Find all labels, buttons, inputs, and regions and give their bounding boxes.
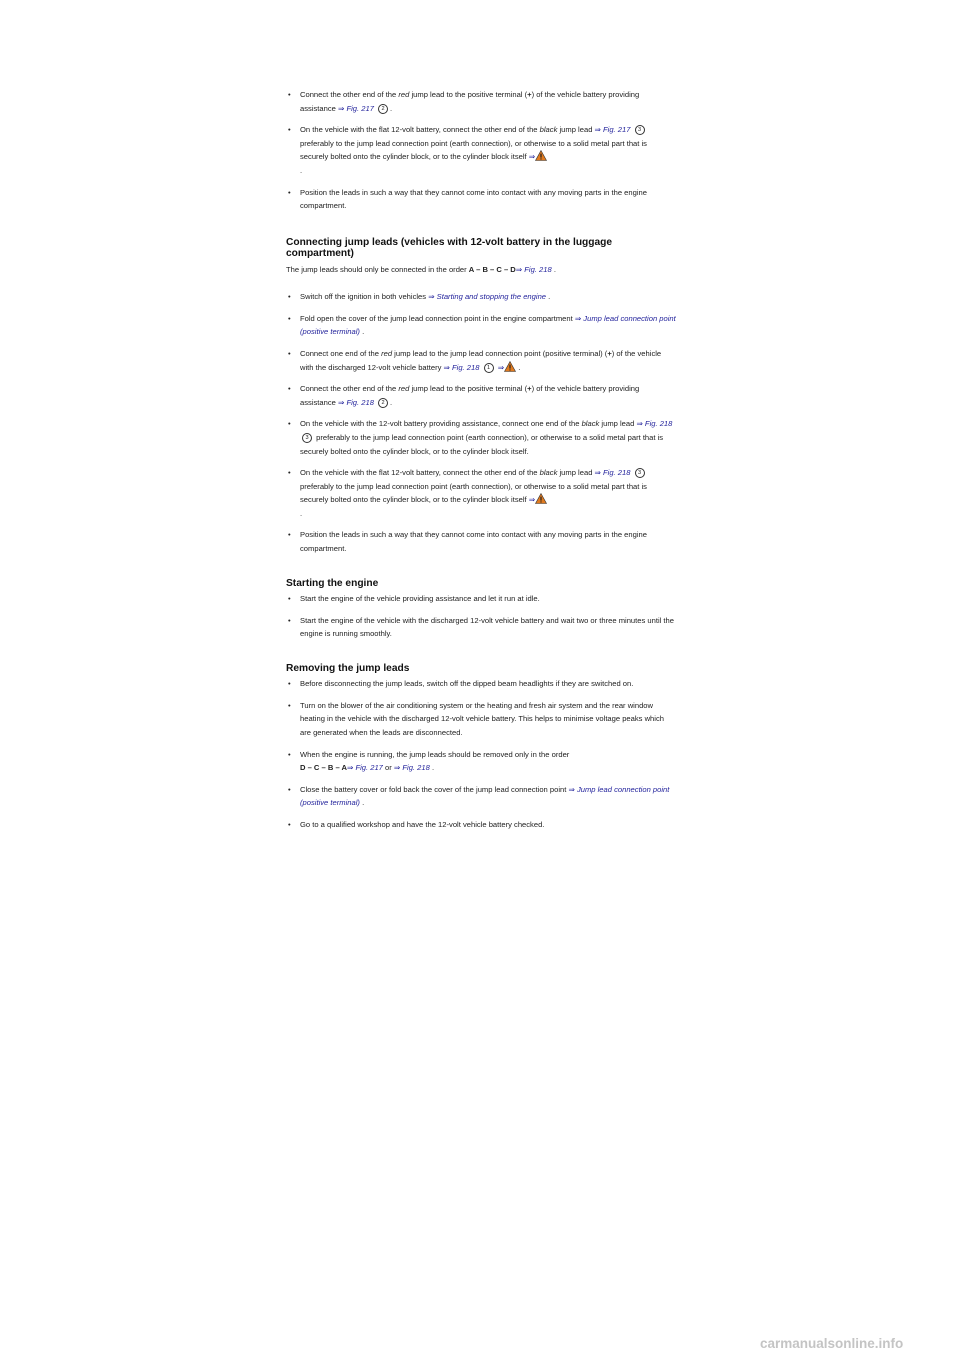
- warning-triangle-icon[interactable]: [535, 150, 547, 161]
- text-red: red: [398, 384, 410, 394]
- fig-link[interactable]: ⇒ Fig. 218: [443, 362, 480, 372]
- fig-link[interactable]: ⇒ Fig. 217: [346, 763, 383, 773]
- list-item: [286, 123, 676, 177]
- section-starting-engine: [286, 578, 676, 641]
- plus-sign: +: [607, 348, 612, 358]
- list-item: [286, 748, 676, 775]
- text: .: [362, 798, 365, 808]
- list-item: [286, 417, 676, 458]
- fig-link[interactable]: ⇒ Fig. 218: [338, 397, 374, 407]
- cross-reference-link[interactable]: ⇒ Jump lead connection point (positive terminal): [300, 784, 670, 808]
- text: jump lead: [599, 419, 637, 429]
- text: Go to a qualified workshop and have the 12-volt vehicle battery checked.: [300, 820, 545, 829]
- text: ) of the vehicle battery providing assistance: [300, 90, 640, 113]
- text: or: [382, 763, 394, 773]
- text: .: [300, 508, 303, 518]
- text: jump lead to the positive terminal (: [409, 90, 528, 99]
- text: jump lead to the positive terminal (: [409, 384, 528, 394]
- text: .: [518, 362, 521, 372]
- list-item: [286, 312, 676, 339]
- text: preferably to the jump lead connection point (earth connection), or otherwise to a solid metal part that is securely bolted onto the cylinder block, or to the cylinder block itself: [300, 138, 647, 162]
- text: jump lead: [557, 468, 595, 478]
- text: Close the battery cover or fold back the cover of the jump lead connection point: [300, 784, 569, 794]
- fig-link[interactable]: ⇒ Fig. 218: [594, 468, 631, 478]
- callout-number: 2: [378, 398, 388, 408]
- text: Start the engine of the vehicle with the discharged 12-volt vehicle battery and wait two or three minutes until the engine is running smoothly.: [300, 615, 674, 639]
- text: Turn on the blower of the air conditioning system or the heating and fresh air system and the rear window heating in the vehicle with the discharged 12-volt vehicle battery. This helps to minimise voltage peaks which are generated when the leads are disconnected.: [300, 700, 664, 738]
- text-red: red: [381, 348, 393, 358]
- text: On the vehicle with the flat 12-volt battery, connect the other end of the: [300, 468, 540, 478]
- text-red: red: [398, 90, 410, 99]
- list-item: [286, 382, 676, 409]
- text: preferably to the jump lead connection point (earth connection), or otherwise to a solid metal part that is securely bolted onto the cylinder block, or to the cylinder block itself.: [300, 432, 664, 456]
- text: Connect the other end of the: [300, 90, 399, 99]
- order-sequence: D – C – B – A: [300, 763, 347, 773]
- text-black: black: [581, 419, 600, 429]
- list-item: [286, 677, 676, 691]
- list-item: [286, 783, 676, 810]
- list-item: [286, 466, 676, 520]
- warning-link-arrow[interactable]: ⇒: [528, 152, 536, 162]
- section-heading: Starting the engine: [286, 577, 379, 589]
- warning-triangle-icon[interactable]: [504, 361, 516, 372]
- text-black: black: [539, 125, 558, 135]
- warning-triangle-icon[interactable]: [535, 493, 547, 504]
- list-item: [286, 614, 676, 641]
- text: Before disconnecting the jump leads, switch off the dipped beam headlights if they are switched on.: [300, 679, 634, 689]
- list-item: [286, 528, 676, 555]
- fig-link[interactable]: ⇒ Fig. 218: [515, 264, 552, 274]
- text: ) of the vehicle with the discharged 12-volt vehicle battery: [300, 348, 662, 372]
- text: .: [362, 327, 365, 337]
- text: On the vehicle with the 12-volt battery providing assistance, connect one end of the: [300, 419, 582, 429]
- cross-reference-link[interactable]: ⇒ Jump lead connection point (positive terminal): [300, 313, 676, 337]
- callout-number: 3: [635, 468, 645, 478]
- text: .: [390, 103, 393, 113]
- fig-link[interactable]: ⇒ Fig. 218: [393, 763, 430, 773]
- intro-paragraph: [286, 263, 676, 277]
- text: Position the leads in such a way that they cannot come into contact with any moving parts in the engine compartment.: [300, 530, 647, 554]
- text: When the engine is running, the jump leads should be removed only in the order: [300, 749, 570, 759]
- text: .: [553, 264, 556, 274]
- text: Switch off the ignition in both vehicles: [300, 292, 429, 302]
- text: jump lead to the jump lead connection point (positive terminal) (: [392, 348, 608, 358]
- warning-link-arrow[interactable]: ⇒: [528, 495, 536, 505]
- order-sequence: A – B – C – D: [468, 264, 516, 274]
- warning-link-arrow[interactable]: ⇒: [497, 362, 505, 372]
- list-item: [286, 88, 676, 115]
- list-item: [286, 592, 676, 606]
- plus-sign: +: [527, 384, 532, 394]
- text: The jump leads should only be connected in the order: [286, 264, 469, 274]
- text-black: black: [539, 468, 558, 478]
- text: jump lead: [557, 125, 595, 135]
- text: Fold open the cover of the jump lead connection point in the engine compartment: [300, 313, 575, 323]
- text: Connect one end of the: [300, 348, 382, 358]
- callout-number: 3: [635, 125, 645, 135]
- text: .: [390, 397, 393, 407]
- callout-number: 3: [302, 433, 312, 443]
- plus-sign: +: [527, 90, 532, 99]
- list-item: [286, 347, 676, 374]
- list-item: [286, 818, 676, 832]
- text: .: [431, 763, 435, 773]
- section-heading: Connecting jump leads (vehicles with 12-volt battery in the luggage compartment): [286, 236, 613, 260]
- text: Connect the other end of the: [300, 384, 399, 394]
- section-heading: Removing the jump leads: [286, 662, 410, 674]
- text: preferably to the jump lead connection point (earth connection), or otherwise to a solid metal part that is securely bolted onto the cylinder block, or to the cylinder block itself: [300, 481, 647, 505]
- fig-link[interactable]: ⇒ Fig. 217: [594, 125, 631, 135]
- text: Start the engine of the vehicle providing assistance and let it run at idle.: [300, 594, 540, 604]
- section-connect-flat-battery: [286, 88, 676, 213]
- text: Position the leads in such a way that they cannot come into contact with any moving parts in the engine compartment.: [300, 187, 647, 211]
- watermark-footer[interactable]: carmanualsonline.info: [760, 1336, 904, 1351]
- list-item: [286, 290, 676, 304]
- section-luggage-battery: [286, 237, 676, 556]
- fig-link[interactable]: ⇒ Fig. 218: [636, 419, 673, 429]
- list-item: [286, 186, 676, 213]
- cross-reference-link[interactable]: ⇒ Starting and stopping the engine: [428, 292, 547, 302]
- text: .: [548, 292, 551, 302]
- callout-number: 1: [484, 363, 494, 373]
- text: .: [300, 165, 303, 175]
- callout-number: 2: [378, 104, 388, 114]
- list-item: [286, 699, 676, 740]
- manual-page: [286, 88, 676, 840]
- text: ) of the vehicle battery providing assistance: [300, 384, 640, 407]
- section-removing-leads: [286, 663, 676, 832]
- fig-link[interactable]: ⇒ Fig. 217: [338, 103, 374, 113]
- text: On the vehicle with the flat 12-volt battery, connect the other end of the: [300, 125, 540, 135]
